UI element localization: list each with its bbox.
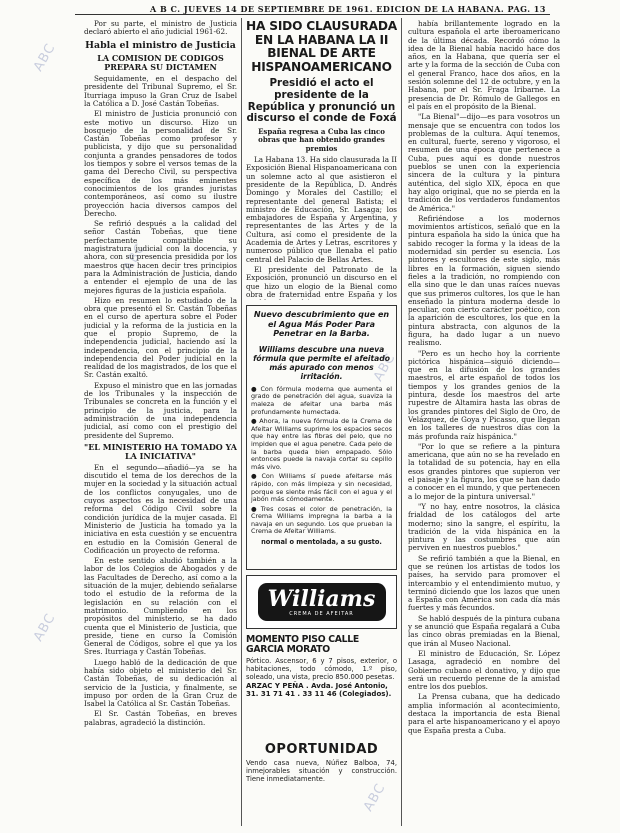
paragraph: Refiriéndose a los modernos movimientos artísticos, señaló que en la pintura española ha sido la única que ha sabido recoger la forma y la ideas de la modernidad sin perder su esencia. Los pintores y escultores de este siglo, más libres en la formación, siguen siendo fieles a la tradición, no rompiendo con ella sino que le dan unas raíces nuevas que sus primeros cultores, los que le han enseñado la pintura moderna desde lo peculiar, con cierto carácter poético, con la aparición de escultores, los que en la pintura abstracta, con algunos de la figura, ha dado lugar a un nuevo realismo.	[408, 213, 560, 348]
classified-ad	[246, 635, 397, 698]
column-divider	[241, 18, 242, 826]
classified-body: Pórtico. Ascensor, 6 y 7 pisos, exterior, o habitaciones, todo cómodo, 1.º piso, soleado, una vista, precio 850.000 pesetas.	[246, 657, 397, 681]
column-center-article	[246, 20, 397, 300]
section-headline: Habla el ministro de Justicia	[85, 39, 236, 51]
bullet-icon: ●	[251, 472, 260, 481]
paragraph: En este sentido aludió también a la labor de los Colegios de Abogados y de las Facultades de Derecho, así como a la situación de la mujer, debiendo señalarse todo el estudio de la reforma de la legislación en su relación con el matrimonio. Cumpliendo en los propósitos del ministerio, se ha dado cuenta que el Ministerio de Justicia, que preside, tiene en curso la Comisión General de Códigos, sobre el que ya los Sres. Iturriaga y Castán Tobeñas.	[84, 556, 237, 657]
paragraph: Se refirió después a la calidad del señor Castán Tobeñas, que tiene perfectamente compatible su magistratura judicial con la docencia, y ahora, con su presencia presidida por los maestros que hacen decir tres principios para la Administración de Justicia, dando a entender el ejemplo de una de las mejores figuras de la justicia española.	[84, 219, 237, 295]
paragraph: Se habló después de la pintura cubana y se anunció que España regalará a Cuba las cinco obras premiadas en la Bienal, que irán al Museo Nacional.	[408, 613, 560, 648]
article-deck: Presidió el acto el presidente de la República y pronunció un discurso el conde de Foxá	[246, 77, 397, 125]
ad-bullet: ● Tres cosas el color de penetración, la Crema Williams impregna la barba a la navaja en un segundo. Los que prueban la Crema de Afeitar Williams.	[251, 504, 392, 536]
watermark: ABC	[370, 350, 399, 385]
opportunity-ad	[246, 742, 397, 783]
williams-advertisement	[246, 305, 397, 570]
paragraph: "La Bienal"—dijo—es para vosotros un mensaje que se encuentra con todos los problemas de la cultura. Aquí tenemos, en cultural, fuerte, sereno y vigoroso, el resumen de una época que pertenece a Cuba, pues aquí es donde nuestros pueblos se unen con la experiencia sincera de la cultura y la pintura auténtica, del siglo XIX, época en que hay algo original, que no se pierda en la tradición de los verdaderos fundamentos de América."	[408, 112, 560, 213]
quote-headline: "EL MINISTERIO HA TOMADO YA LA INICIATIVA"	[84, 441, 237, 461]
ad-bullet: ● Con fórmula moderna que aumenta el grado de penetración del agua, suaviza la maleza de afeitar una barba más profundamente humectada.	[251, 384, 392, 416]
header-rule	[75, 14, 550, 15]
classified-headline: MOMENTO PISO CALLE GARCIA MORATO	[246, 634, 359, 655]
logo-tagline: CREMA DE AFEITAR	[289, 611, 354, 617]
paragraph: "Por lo que se refiere a la pintura americana, que aún no se ha revelado en la totalidad de su potencia, hay en ella esos grandes pintores que supieron ver el paisaje y la figura, los que se han dado a conocer en el mundo, y que pertenecen a lo mejor de la pintura universal."	[408, 441, 560, 501]
paragraph: Luego habló de la dedicación de que había sido objeto el ministerio del Sr. Castán Tobeñas, de su dedicación al servicio de la Justicia, y finalmente, se impuso por orden de la Gran Cruz de Isabel la Católica al Sr. Castán Tobeñas.	[84, 657, 237, 709]
intro-paragraph: Por su parte, el ministro de Justicia declaró abierto el año judicial 1961-62.	[84, 20, 237, 37]
paragraph: Se refirió también a que la Bienal, en que se reúnen los artistas de todos los países, ha servido para promover el intercambio y el entendimiento mutuo, y terminó diciendo que los lazos que unen a España con América son cada día más fuertes y más fecundos.	[408, 553, 560, 613]
paragraph: El Sr. Castán Tobeñas, en breves palabras, agradeció la distinción.	[84, 709, 237, 727]
opportunity-body: Vendo casa nueva, Núñez Balboa, 74, inmejorables situación y construcción. Tiene inmediatamente.	[246, 759, 397, 783]
paragraph: La Prensa cubana, que ha dedicado amplia información al acontecimiento, destaca la importancia de esta Bienal para el arte hispanoamericano y el apoyo que España presta a Cuba.	[408, 692, 560, 735]
paragraph: Expuso el ministro que en las jornadas de los Tribunales y la inspección de Tribunales se concreta en la función y el principio de la justicia, para la administración de una independencia judicial, así como con el prestigio del presidente del Supremo.	[84, 380, 237, 440]
article-kicker: España regresa a Cuba las cinco obras que han obtenido grandes premios	[258, 127, 385, 153]
column-left	[84, 20, 237, 820]
ad-bullet: ● Ahora, la nueva fórmula de la Crema de Afeitar Williams suprime los espacios secos que hay entre las fibras del pelo, que no impiden que el agua penetre. Cada pelo de la barba queda bien empapado. Sólo entonces puede la navaja cortar su cepillo más vivo.	[251, 417, 393, 471]
paragraph: El ministro de Justicia pronunció con este motivo un discurso. Hizo un bosquejo de la personalidad de Sr. Castán Tobeñas como profesor y publicista, y dijo que su personalidad conjunta a grandes pensadores de todos los tiempos y sobre el versos temas de la gama del Derecho Civil, su perspectiva específica de los más eminentes conocimientos de los grandes juristas contemporáneos, así como su ilustre proyección hacia diversos campos del Derecho.	[84, 109, 237, 218]
paragraph: Seguidamente, en el despacho del presidente del Tribunal Supremo, el Sr. Iturriaga impuso la Gran Cruz de Isabel la Católica a D. José Castán Tobeñas.	[84, 74, 237, 108]
paragraph: El ministro de Educación, Sr. López Lasaga, agradeció en nombre del Gobierno cubano el donativo, y dijo que será un recuerdo perenne de la amistad entre los dos pueblos.	[408, 648, 560, 692]
logo-brand: Williams	[267, 586, 376, 612]
paragraph: Hizo en resumen lo estudiado de la obra que presentó el Sr. Castán Tobeñas en el curso de apertura sobre el Poder judicial y la reforma de la justicia en la que el propio Supremo, de la independencia judicial, haciendo así la independencia, con el principio de la independencia del Poder judicial en la realidad de los magistrados, de los que el Sr. Castán exaltó.	[84, 295, 237, 380]
ad-bullet: ● Con Williams sí puede afeitarse más rápido, con más limpieza y sin necesidad, porque se siente más fácil con el agua y el jabón más cómodamente.	[251, 472, 392, 504]
column-right	[408, 20, 560, 820]
paragraph: había brillantemente logrado en la cultura española el arte iberoamericano de la última década. Recordó cómo la idea de la Bienal había nacido hace dos años, en la Habana, que quería ser el arte y la forma de la sección de Cuba con el general Franco, hace dos años, en la sesión solemne del 12 de octubre, y en la Habana, por el Sr. Fraga Iribarne. La presencia de Dr. Rómulo de Gallegos en el país en el propósito de la Bienal.	[408, 20, 560, 111]
ad-note: normal o mentolada, a su gusto.	[261, 538, 382, 547]
williams-logo	[258, 583, 386, 621]
column-divider	[401, 18, 402, 826]
paragraph: El presidente del Patronato de la Exposición, pronunció un discurso en el que hizo un elogio de la Bienal como obra de fraternidad entre España y los	[246, 264, 397, 299]
williams-logo-box	[246, 575, 397, 629]
paragraph: "Y no hay, entre nosotros, la clásica frialdad de los catálogos del arte moderno; sino la sangre, el espíritu, la tradición de la vida hispánica en la pintura y las costumbres que aún perviven en nuestros pueblos."	[408, 501, 560, 553]
paragraph: En el segundo—añadió—ya se ha discutido el tema de los derechos de la mujer en la sociedad y la situación actual de los conflictos conyugales, uno de cuyos aspectos es la necesidad de una reforma del Código Civil sobre la condición jurídica de la mujer casada. El Ministerio de Justicia ha tomado ya la iniciativa en esta cuestión y se encuentra en estudio en la Comisión General de Codificación un proyecto de reforma.	[84, 462, 237, 555]
classified-phones: ARZAC Y PEÑA . Avda. José Antonio, 31. 31 71 41 . 33 11 46 (Colegiados).	[246, 682, 392, 698]
ad-title: Nuevo descubrimiento que en el Agua Más Poder Para Penetrar en la Barba.	[253, 310, 390, 339]
section-subheadline: LA COMISION DE CODIGOS PREPARA SU DICTAMEN	[97, 53, 224, 73]
opportunity-headline: OPORTUNIDAD	[264, 742, 379, 757]
watermark: ABC	[120, 240, 149, 275]
watermark: ABC	[30, 40, 59, 75]
paragraph: La Habana 13. Ha sido clausurada la II Exposición Bienal Hispanoamericana con un solemne acto al que asistieron el presidente de la República, D. Andrés Domingo y Morales del Castillo; el representante del general Batista; el ministro de Educación, Sr. Lasaga; los embajadores de España y Argentina, y representantes de las Artes y de la Cultura, así como el presidente de la Academia de Artes y Letras, escritores y numeroso público que llenaba el patio central del Palacio de Bellas Artes.	[246, 155, 397, 264]
bullet-icon: ●	[251, 384, 259, 393]
page-header: A B C. JUEVES 14 DE SEPTIEMBRE DE 1961. EDICION DE LA HABANA. PAG. 13	[150, 4, 546, 14]
bullet-icon: ●	[251, 417, 258, 426]
bullet-icon: ●	[251, 504, 259, 513]
ad-subtitle: Williams descubre una nueva fórmula que permite el afeitado más apurado con menos irritación.	[253, 344, 390, 381]
article-headline: HA SIDO CLAUSURADA EN LA HABANA LA II BIENAL DE ARTE HISPANOAMERICANO	[246, 20, 397, 74]
paragraph: "Pero es un hecho hoy la corriente pictórica hispánica—siguió diciendo—que en la difusión de los grandes maestros, el arte español de todos los tiempos y los grandes genios de la pintura, desde los maestros del arte rupestre de Altamira hasta las obras de los grandes pintores del Siglo de Oro, de Velázquez, de Goya y Picasso, que llegan en los talleres de nuestros días con la más profunda raíz hispánica."	[408, 348, 560, 441]
watermark: ABC	[30, 610, 59, 645]
watermark: ABC	[360, 780, 389, 815]
